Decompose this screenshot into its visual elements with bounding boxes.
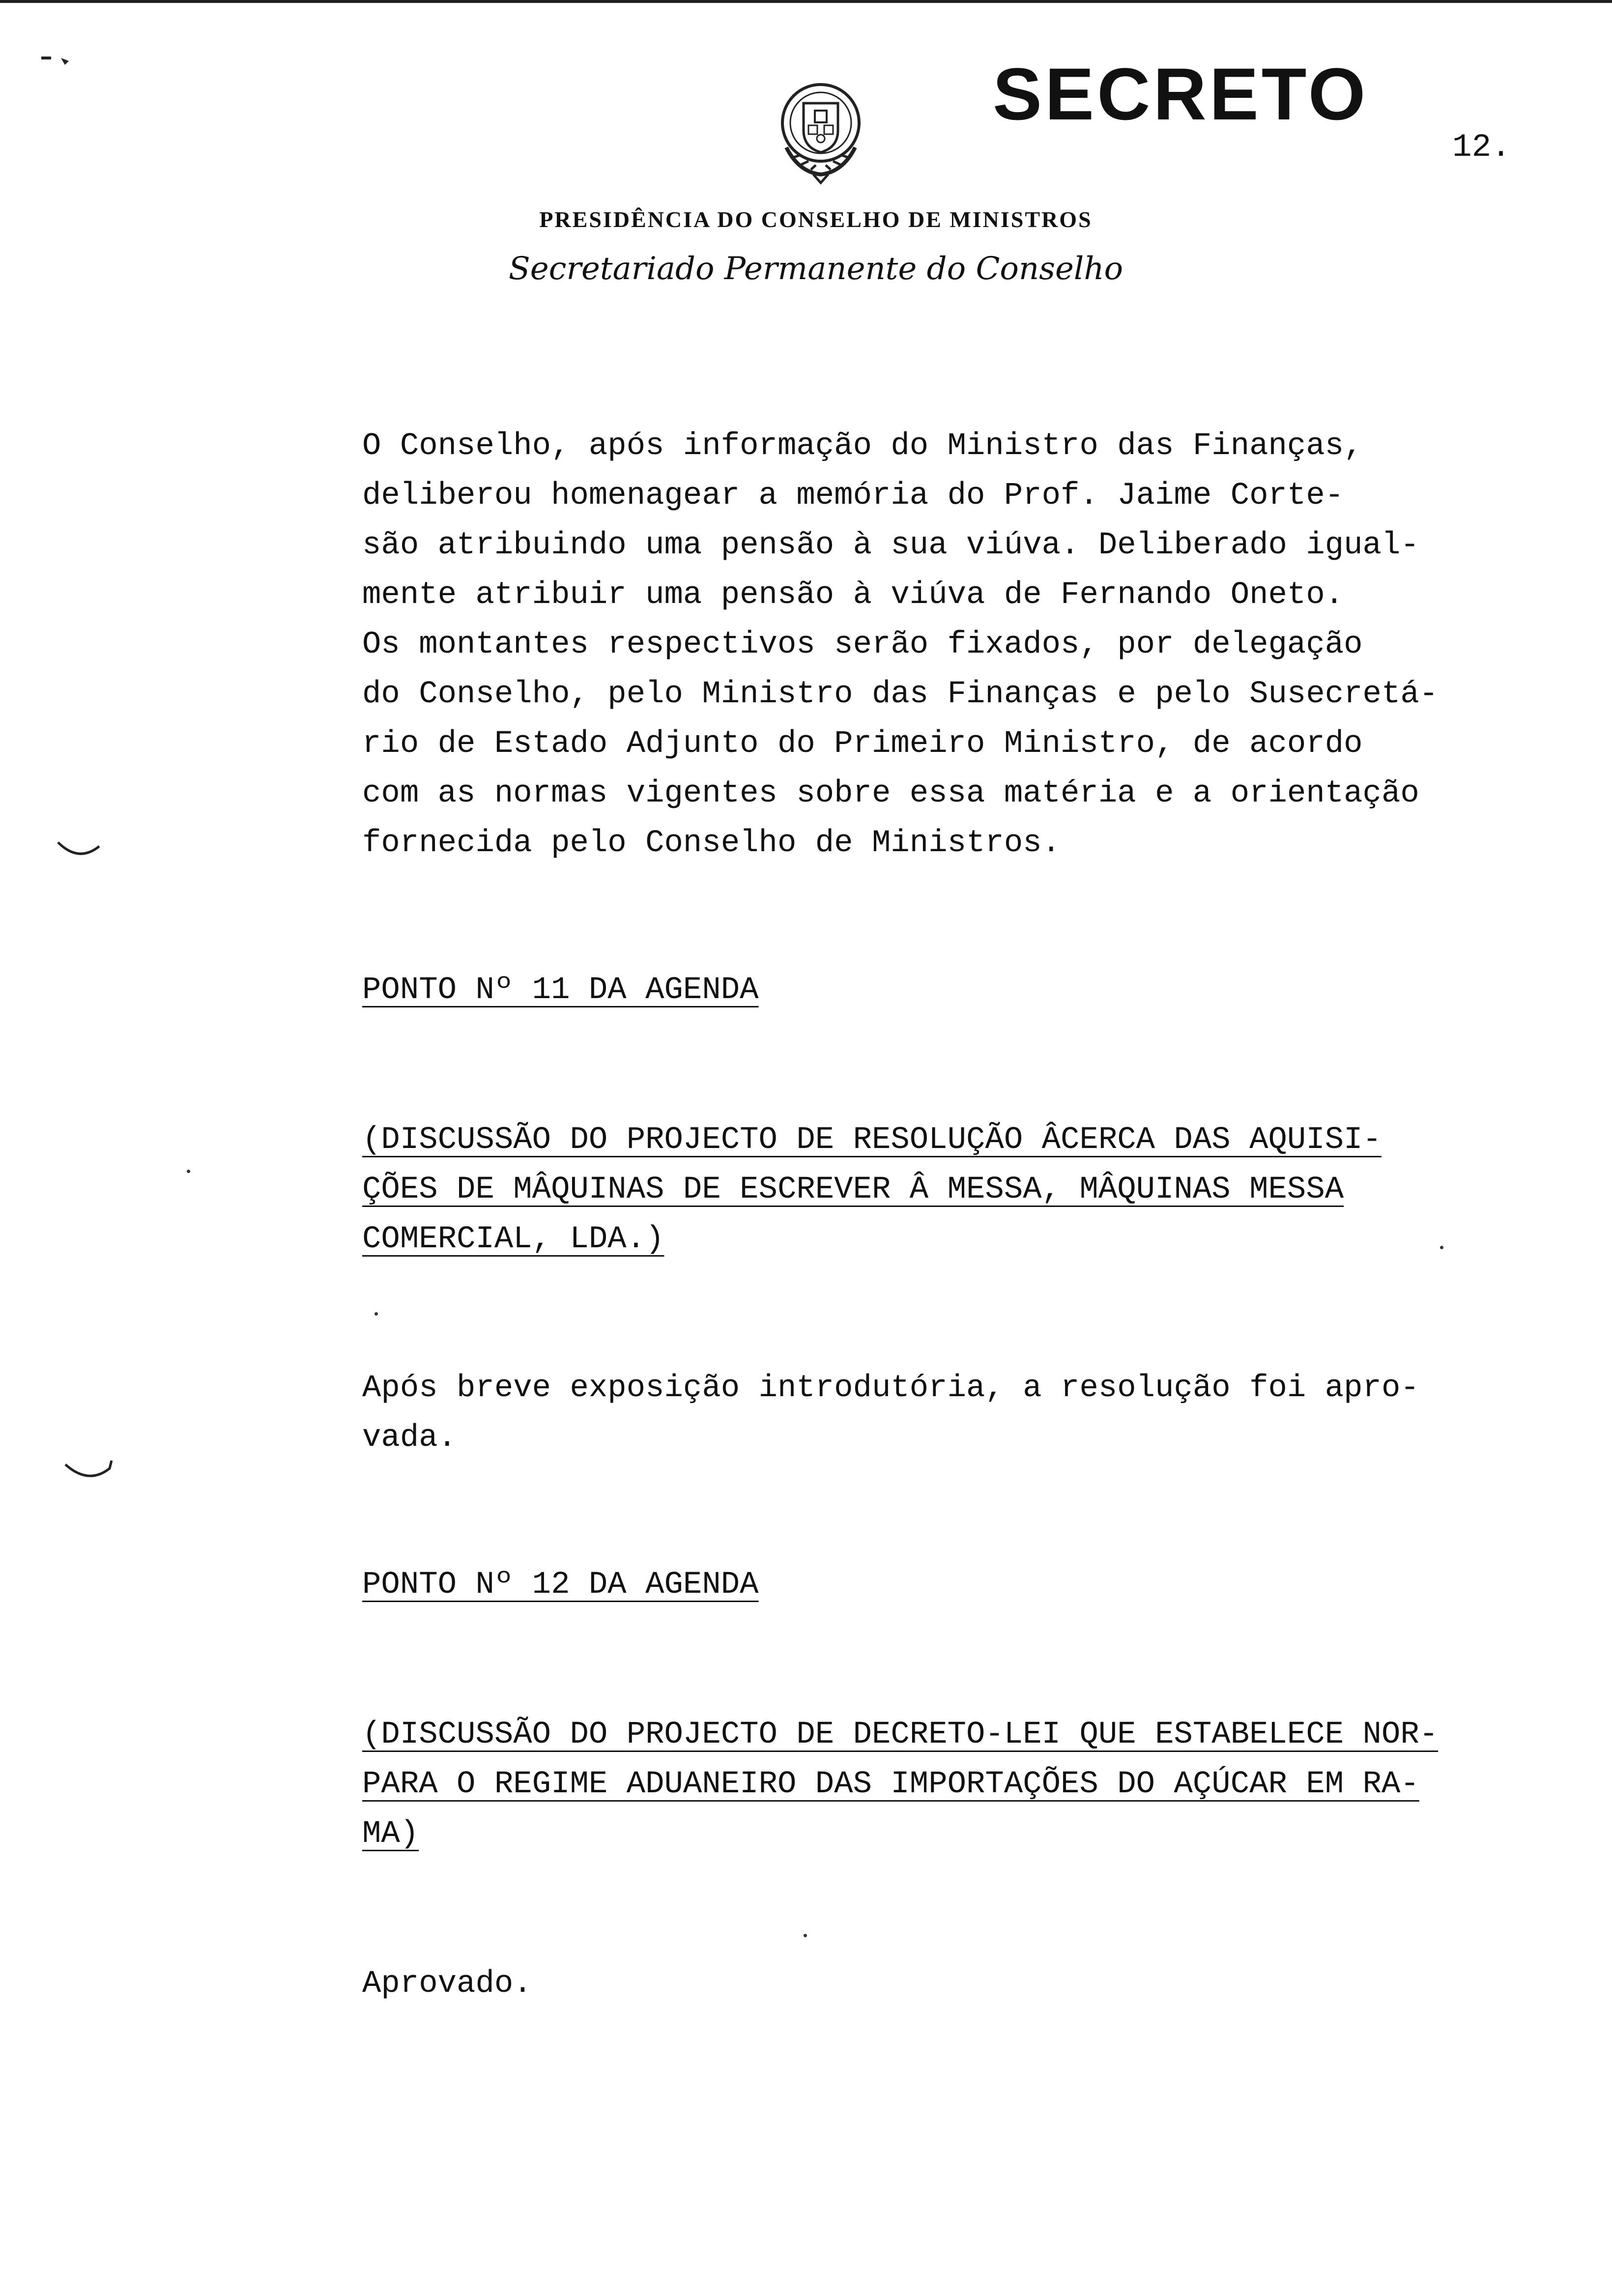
agenda-item-12-heading <box>362 1560 1517 1610</box>
agenda-heading: PONTO Nº 11 DA AGENDA <box>362 973 759 1008</box>
paragraph-line: com as normas vigentes sobre essa matéria e a orientação <box>362 776 1419 811</box>
speck <box>374 1312 378 1316</box>
page-top-edge <box>0 0 1612 3</box>
subject-line: PARA O REGIME ADUANEIRO DAS IMPORTAÇÕES DO AÇÚCAR EM RA- <box>362 1767 1419 1802</box>
paragraph-line: fornecida pelo Conselho de Ministros. <box>362 826 1061 861</box>
subject-line: (DISCUSSÃO DO PROJECTO DE DECRETO-LEI QUE ESTABELECE NOR- <box>362 1717 1439 1752</box>
speck <box>187 1170 190 1173</box>
margin-mark <box>39 53 79 73</box>
margin-mark <box>54 835 103 865</box>
paragraph-line: mente atribuir uma pensão à viúva de Fernando Oneto. <box>362 577 1344 613</box>
speck <box>1440 1246 1443 1249</box>
agenda-item-11-subject <box>362 1116 1517 1264</box>
page-number: 12. <box>1452 129 1511 166</box>
result-line: Após breve exposição introdutória, a resolução foi apro- <box>362 1371 1419 1406</box>
subject-line: MA) <box>362 1816 419 1852</box>
paragraph-line: do Conselho, pelo Ministro das Finanças e pelo Susecretá- <box>362 677 1439 712</box>
agenda-item-12-result <box>362 1959 1517 2009</box>
paragraph-line: rio de Estado Adjunto do Primeiro Ministro, de acordo <box>362 726 1363 762</box>
paragraph-line: Os montantes respectivos serão fixados, por delegação <box>362 627 1363 662</box>
speck <box>804 1934 807 1937</box>
paragraph-line: O Conselho, após informação do Ministro das Finanças, <box>362 429 1363 464</box>
margin-mark <box>61 1455 115 1489</box>
agenda-item-11-heading <box>362 966 1517 1015</box>
intro-paragraph <box>362 422 1517 868</box>
organization-subtitle: Secretariado Permanente do Conselho <box>508 251 1123 287</box>
agenda-heading: PONTO Nº 12 DA AGENDA <box>362 1567 759 1603</box>
agenda-item-12-subject <box>362 1710 1517 1859</box>
subject-line: (DISCUSSÃO DO PROJECTO DE RESOLUÇÃO ÂCERCA DAS AQUISI- <box>362 1122 1382 1158</box>
result-line: vada. <box>362 1420 457 1456</box>
paragraph-line: são atribuindo uma pensão à sua viúva. Deliberado igual- <box>362 528 1419 563</box>
paragraph-line: deliberou homenagear a memória do Prof. Jaime Corte- <box>362 478 1344 514</box>
result-line: Aprovado. <box>362 1966 532 2002</box>
coat-of-arms-icon <box>764 74 877 187</box>
subject-line: COMERCIAL, LDA.) <box>362 1222 664 1257</box>
classification-stamp: SECRETO <box>993 53 1369 135</box>
agenda-item-11-result <box>362 1364 1517 1463</box>
subject-line: ÇÕES DE MÂQUINAS DE ESCREVER Â MESSA, MÂQUINAS MESSA <box>362 1172 1344 1207</box>
organization-title: PRESIDÊNCIA DO CONSELHO DE MINISTROS <box>539 207 1093 232</box>
